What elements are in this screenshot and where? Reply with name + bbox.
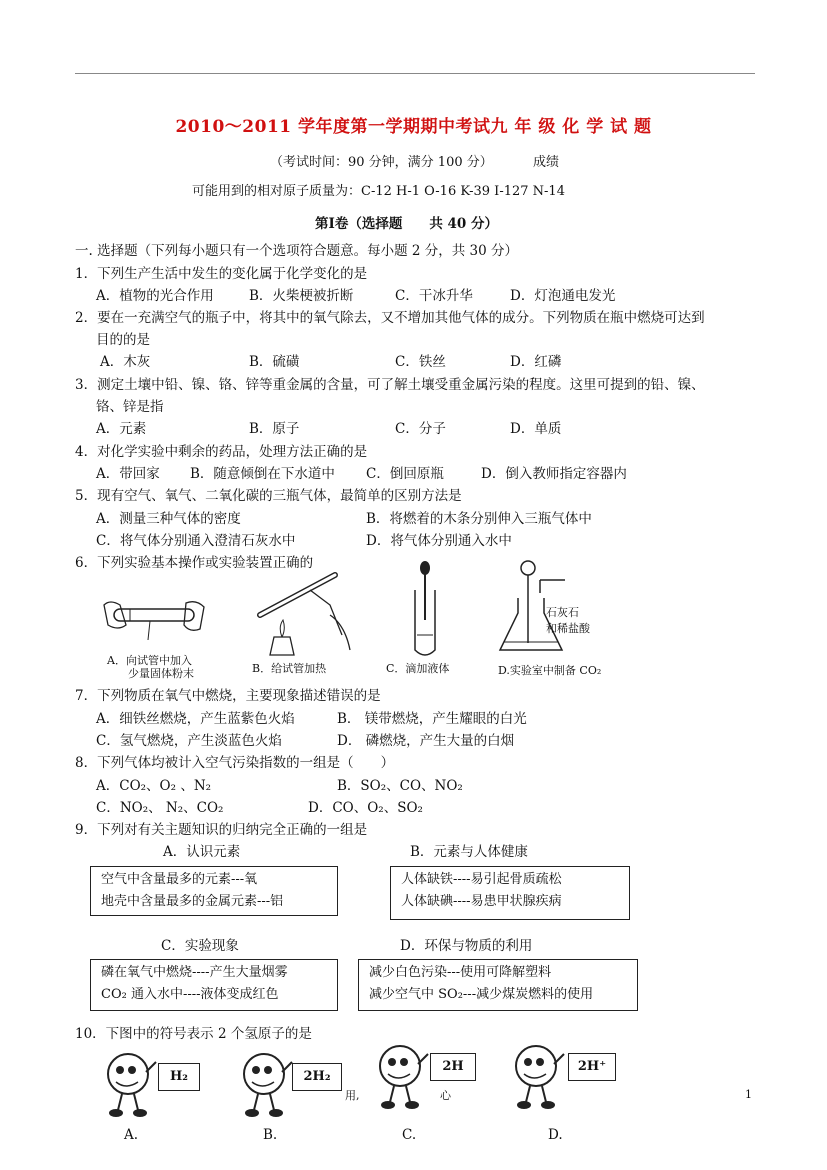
q5-option-a: A．测量三种气体的密度 <box>96 511 241 527</box>
q4-option-c: C．倒回原瓶 <box>366 466 444 482</box>
q10-symbol-c: 2H <box>430 1053 476 1081</box>
q2-stem: 2．要在一充满空气的瓶子中，将其中的氧气除去，又不增加其他气体的成分。下列物质在瓶中燃烧可达到 <box>75 310 705 326</box>
q7-option-a: A．细铁丝燃烧，产生蓝紫色火焰 <box>96 711 295 727</box>
q10-option-b: B. <box>263 1127 278 1143</box>
section-title: 第Ⅰ卷（选择题 共 40 分） <box>315 216 499 232</box>
section-intro: 一. 选择题（下列每小题只有一个选项符合题意。每小题 2 分，共 30 分） <box>75 243 519 259</box>
q3-stem: 3．测定土壤中铅、镍、铬、锌等重金属的含量，可了解土壤受重金属污染的程度。这里可提到的铅、镍、 <box>75 377 705 393</box>
q1-stem: 1．下列生产生活中发生的变化属于化学变化的是 <box>75 266 368 282</box>
q6-caption-a1: A．向试管中加入 <box>107 654 192 667</box>
q2-option-d: D．红磷 <box>510 354 562 370</box>
q9-label-a: A．认识元素 <box>163 844 241 860</box>
q2-option-b: B．硫磺 <box>249 354 300 370</box>
q3-option-a: A．元素 <box>96 421 147 437</box>
q9-box-d <box>358 959 638 1011</box>
header-rule <box>75 73 755 74</box>
q9-box-a-line2: 地壳中含量最多的金属元素---铝 <box>101 894 284 909</box>
q7-option-c: C．氢气燃烧，产生淡蓝色火焰 <box>96 733 282 749</box>
stray-text-2: 心 <box>440 1089 451 1102</box>
q7-stem: 7．下列物质在氧气中燃烧，主要现象描述错误的是 <box>75 688 381 704</box>
q6-caption-d: D.实验室中制备 CO₂ <box>498 664 602 677</box>
q9-box-d-line2: 减少空气中 SO₂---减少煤炭燃料的使用 <box>369 987 594 1002</box>
cartoon-character-d <box>508 1042 568 1114</box>
q8-option-a: A．CO₂、O₂ 、N₂ <box>96 778 212 794</box>
q9-box-a <box>90 866 338 916</box>
q1-option-d: D．灯泡通电发光 <box>510 288 616 304</box>
q8-option-b: B．SO₂、CO、NO₂ <box>337 778 463 794</box>
q1-option-a: A．植物的光合作用 <box>96 288 214 304</box>
q8-option-c: C．NO₂、 N₂、CO₂ <box>96 800 224 816</box>
q6-label-limestone: 石灰石 <box>546 606 579 619</box>
q7-option-b: B． 镁带燃烧，产生耀眼的白光 <box>337 711 527 727</box>
stray-text-1: 用, <box>345 1089 360 1102</box>
cartoon-character-c <box>372 1042 432 1114</box>
q2-option-c: C．铁丝 <box>395 354 446 370</box>
atomic-masses: 可能用到的相对原子质量为：C-12 H-1 O-16 K-39 I-127 N-14 <box>192 184 565 199</box>
page-title: 2010～2011 学年度第一学期期中考试九 年 级 化 学 试 题 <box>175 117 652 137</box>
q5-option-b: B．将燃着的木条分别伸入三瓶气体中 <box>366 511 592 527</box>
q5-option-c: C．将气体分别通入澄清石灰水中 <box>96 533 296 549</box>
q3-stem-cont: 铬、锌是指 <box>96 399 164 415</box>
q8-stem: 8．下列气体均被计入空气污染指数的一组是（ ） <box>75 755 395 771</box>
score-label: 成绩 <box>533 155 560 170</box>
dropper-figure <box>405 560 445 660</box>
q2-option-a: A．木灰 <box>100 354 151 370</box>
q9-label-c: C．实验现象 <box>161 938 239 954</box>
q9-box-b-line1: 人体缺铁----易引起骨质疏松 <box>401 872 562 887</box>
q7-option-d: D． 磷燃烧，产生大量的白烟 <box>337 733 515 749</box>
q6-label-acid: 和稀盐酸 <box>546 622 590 635</box>
q1-option-c: C．干冰升华 <box>395 288 473 304</box>
cartoon-character-a <box>100 1050 160 1120</box>
q6-caption-c: C．滴加液体 <box>386 662 450 675</box>
q10-stem: 10．下图中的符号表示 2 个氢原子的是 <box>75 1026 312 1042</box>
exam-info: （考试时间：90 分钟，满分 100 分） <box>270 155 493 170</box>
q10-option-c: C. <box>402 1127 417 1143</box>
q3-option-d: D．单质 <box>510 421 562 437</box>
q9-box-a-line1: 空气中含量最多的元素---氧 <box>101 872 258 887</box>
cartoon-character-b <box>236 1050 296 1120</box>
q9-box-b <box>390 866 630 920</box>
q8-option-d: D．CO、O₂、SO₂ <box>308 800 423 816</box>
q5-stem: 5．现有空气、氧气、二氧化碳的三瓶气体，最简单的区别方法是 <box>75 488 462 504</box>
heating-test-tube-figure <box>250 565 360 660</box>
q4-option-a: A．带回家 <box>96 466 160 482</box>
q6-stem: 6．下列实验基本操作或实验装置正确的 <box>75 555 314 571</box>
q10-symbol-a: H₂ <box>158 1063 200 1091</box>
q1-option-b: B．火柴梗被折断 <box>249 288 354 304</box>
q9-box-b-line2: 人体缺碘----易患甲状腺疾病 <box>401 894 562 909</box>
q9-label-d: D．环保与物质的利用 <box>400 938 533 954</box>
q6-caption-a2: 少量固体粉末 <box>128 667 194 680</box>
q10-option-d: D. <box>548 1127 563 1143</box>
q10-symbol-b: 2H₂ <box>292 1063 342 1091</box>
q9-box-c-line2: CO₂ 通入水中----液体变成红色 <box>101 987 279 1002</box>
q10-option-a: A. <box>124 1127 139 1143</box>
q9-box-c <box>90 959 338 1011</box>
q3-option-c: C．分子 <box>395 421 446 437</box>
q9-stem: 9．下列对有关主题知识的归纳完全正确的一组是 <box>75 822 368 838</box>
q10-symbol-d: 2H⁺ <box>568 1053 616 1081</box>
q3-option-b: B．原子 <box>249 421 300 437</box>
q4-stem: 4．对化学实验中剩余的药品，处理方法正确的是 <box>75 444 368 460</box>
page-number: 1 <box>745 1088 752 1101</box>
q4-option-b: B．随意倾倒在下水道中 <box>190 466 335 482</box>
q4-option-d: D．倒入教师指定容器内 <box>481 466 627 482</box>
q5-option-d: D．将气体分别通入水中 <box>366 533 512 549</box>
q9-box-c-line1: 磷在氧气中燃烧----产生大量烟雾 <box>101 965 288 980</box>
q2-stem-cont: 目的的是 <box>96 332 150 348</box>
q6-caption-b: B．给试管加热 <box>252 662 327 675</box>
test-tube-powder-figure <box>100 595 210 655</box>
q9-box-d-line1: 减少白色污染---使用可降解塑料 <box>369 965 552 980</box>
q9-label-b: B．元素与人体健康 <box>410 844 528 860</box>
